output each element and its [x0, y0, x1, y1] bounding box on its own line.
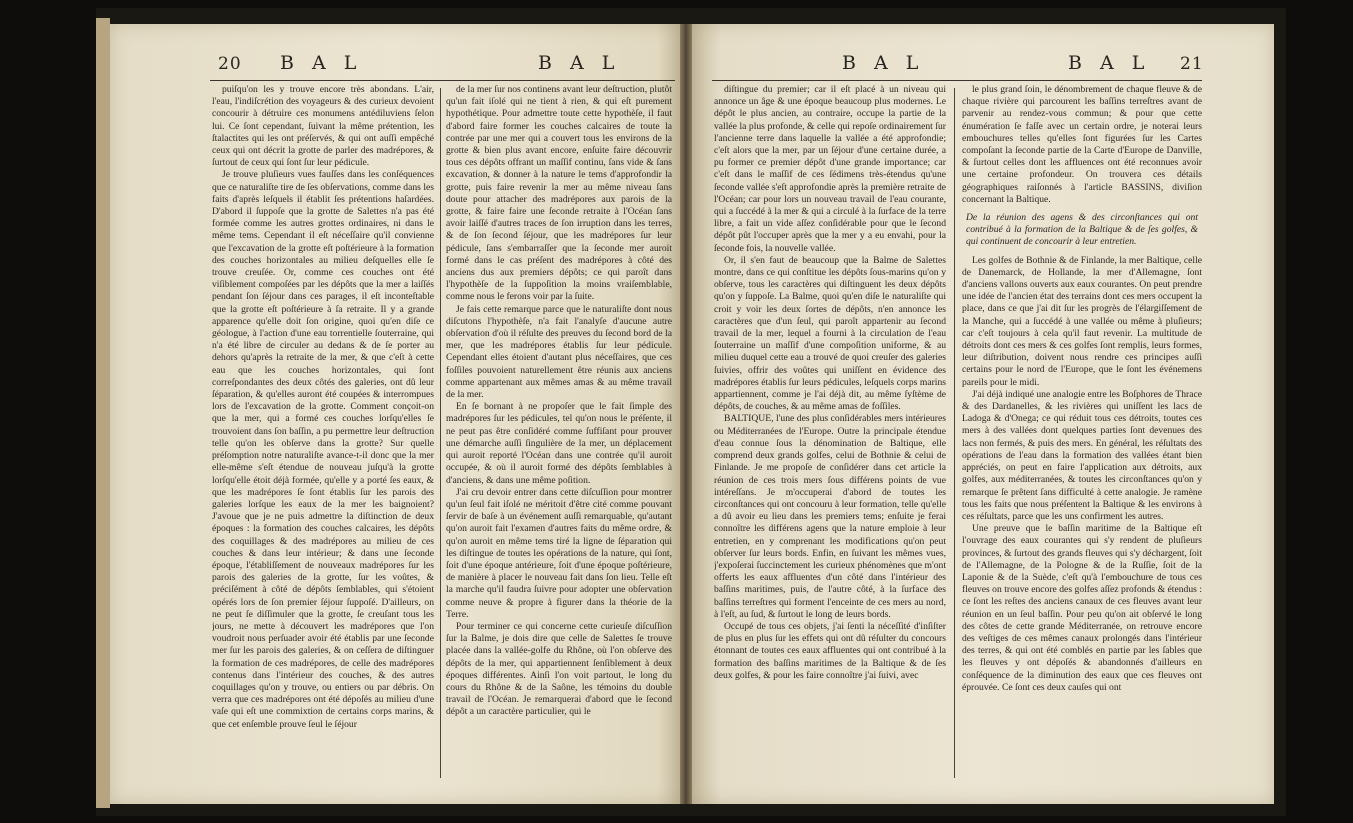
book-spine — [680, 24, 692, 804]
paragraph: Je fais cette remarque parce que le naturaliſte dont nous diſcutons l'hypothèſe, n'a fait l'analyſe d'aucune autre obſervation d'où il réſulte des preuves du ſecond bord de la mer, que les madrépores établis ſur leur pédicule. Cependant elles étoient d'autant plus néceſſaires, que ces foſſiles pouvoient naturellement être réunis aux anciens comme appartenant aux mêmes amas & au même travail de la mer. — [446, 303, 672, 401]
text-column-2 — [446, 84, 672, 784]
paragraph: J'ai déjà indiqué une analogie entre les Boſphores de Thrace & des Dardanelles, & les rivières qui uniſſent les lacs de Ladoga & d'Onega; ce qui réduit tous ces détroits, toutes ces mers à des vallées dont quelques parties ſont devenues des lacs non fermés, & puis des mers. En général, les réſultats des opérations de l'eau dans la formation des vallées étant bien appréciés, on peut en faire l'application aux détroits, aux golfes, aux méditerranées, & toutes les circonſtances qu'on y remarque ſe prêtent ſans difficulté à cette analogie. Je ramène tous les faits que nous préſentent la Baltique & les environs à ces réſultats, parce que les uns confirment les autres. — [962, 388, 1202, 522]
open-book — [96, 8, 1286, 816]
running-head: B A L — [842, 52, 925, 74]
left-page — [110, 24, 680, 804]
paragraph: diſtingue du premier; car il eſt placé à un niveau qui annonce un âge & une époque beaucoup plus modernes. Le dépôt le plus ancien, au contraire, occupe la partie de la vallée la plus profonde, & celle qui repoſe ordinairement ſur l'ancienne terre dans laquelle la vallée a été approfondie; c'eſt alors que la mer, par un ſéjour d'une certaine durée, a pu former ce premier dépôt d'une grande importance; car c'eſt dans le maſſif de ces ſédimens très-étendus qu'une ſeconde vallée s'eſt approfondie après la première retraite de l'Océan; car pour lors un nouveau travail de l'eau courante, qui a ſuccédé à la mer & qui a circulé à la ſurface de la terre libre, a fait un vide aſſez conſidérable pour que le ſecond dépôt pût l'occuper après que la mer y a eu envahi, pour la ſeconde fois, la nouvelle vallée. — [714, 84, 946, 254]
text-column-1 — [212, 84, 434, 784]
paragraph: Or, il s'en faut de beaucoup que la Balme de Salettes montre, dans ce qui conſtitue les dépôts ſous-marins qu'on y obſerve, tous les caractères qui diſtinguent les deux dépôts qu'on y ſuppoſe. La Balme, quoi qu'en diſe le naturaliſte qui croit y voir les deux ſortes de dépôts, n'en annonce les caractères que d'un ſeul, qui paroît appartenir au ſecond travail de la mer, lequel a fourni à la circulation de l'eau ſouterraine un maſſif d'une compoſition uniforme, & au milieu duquel cette eau a trouvé de quoi creuſer des galeries ſuivies, offrir des voûtes qui uniſſent en évidence des madrépores établis ſur leurs pédicules, leſquels corps marins appartiennent, comme je l'ai déjà dit, au même ſyſtème de dépôts, de couches, & au même amas de foſſiles. — [714, 254, 946, 413]
paragraph: BALTIQUE, l'une des plus conſidérables mers intérieures ou Méditerranées de l'Europe. Outre la principale étendue d'eau connue ſous la dénomination de Baltique, elle comprend deux grands golfes, celui de Bothnie & celui de Finlande. Je me propoſe de conſidérer dans cet article la réunion de ces trois mers ſous différens points de vue intéreſſans. Je m'occuperai d'abord de toutes les circonſtances qui ont concouru à leur formation, telle qu'elle a dû avoir eu lieu dans les premiers tems; enſuite je ferai connoître les différens agens que la nature emploie à leur entretien, en y comprenant les modifications qu'on peut obſerver ſur leurs bords. Enfin, en ſuivant les mêmes vues, j'expoſerai ſuccinctement les curieux phénomènes que m'ont offerts les eaux affluentes d'un côté dans l'intérieur des baſſins maritimes, puis, de l'autre côté, à la ſurface des baſſins terreſtres qui forment l'enceinte de ces mers au nord, à l'eſt, au ſud, & ſurtout le long de leurs bords. — [714, 413, 946, 620]
text-column-1 — [714, 84, 946, 784]
paragraph: de la mer ſur nos continens avant leur deſtruction, plutôt qu'un fait iſolé qui ne tient à rien, & qui eſt purement hypothétique. Pour admettre toute cette hypothèſe, il faut d'abord faire former les couches calcaires de toute la contrée par une mer qui a couvert tous les environs de la grotte & bien plus avant encore, enſuite faire découvrir tous ces dépôts offrant un maſſif continu, ſans vide & ſans excavation, & donner à la nature le tems d'approfondir la grotte, puis faire revenir la mer au même niveau ſans doute pour attacher des madrépores aux parois de la grotte, & faire faire une ſeconde retraite à l'Océan ſans avoir laiſſé d'autres traces de ſon irruption dans les terres, & de ſon ſecond ſéjour, que les madrépores ſur leur pédicule, ſans s'embarraſſer que la ſeconde mer auroit formé dans le cas préſent des madrépores à côté des anciens dus aux premiers dépôts; ce qui paroît dans l'hypothèſe de la ſuppoſition la moins vraiſemblable, comme nous le ferons voir par la ſuite. — [446, 84, 672, 303]
paragraph: J'ai cru devoir entrer dans cette diſcuſſion pour montrer qu'un ſeul fait iſolé ne méritoit d'être cité comme pouvant ſervir de baſe à un événement auſſi remarquable, qu'autant qu'on auroit fait l'examen d'autres faits du même ordre, & qu'on auroit en même tems tiré la ligne de ſéparation qui les diſtingue de toutes les opérations de la nature, qui ſont, ſoit d'une époque antérieure, ſoit d'une époque poſtérieure, de manière à placer le nouveau fait dans ſon lieu. Telle eſt la marche qu'il faudra ſuivre pour adopter une obſervation comme neuve & propre à figurer dans la théorie de la Terre. — [446, 486, 672, 620]
header-rule — [712, 80, 1202, 81]
right-page-header — [692, 52, 1274, 78]
paragraph: Je trouve pluſieurs vues fauſſes dans les conſéquences que ce naturaliſte tire de ſes obſervations, comme dans les faits d'après leſquels il établit ſes prétentions haſardées. D'abord il ſuppoſe que la grotte de Salettes n'a pas été formée comme les autres grottes ordinaires, ni dans le même tems. Cependant il eſt néceſſaire qu'il convienne que l'excavation de la grotte eſt poſtérieure à la formation des couches horizontales au milieu deſquelles elle ſe trouve creuſée. Or, comme ces couches ont été viſiblement compoſées par les dépôts que la mer a laiſſés pendant ſon ſéjour dans ces parages, il eſt inconteſtable que la grotte eſt poſtérieure à ſa retraite. Il y a grande apparence qu'elle doit ſon origine, quoi qu'en diſe ce géologue, à l'action d'une eau torrentielle ſouterraine, qui n'a été libre de circuler au dedans & de ſe porter au dehors qu'après la retraite de la mer, & que c'eſt à cette eau que les couches horizontales, qui ſont correſpondantes des deux côtés des galeries, ont dû leur ſéparation, & qu'elles auront été coupées & interrompues lors de l'excavation de la grotte. Comment conçoit-on que la mer, qui a formé ces couches lorſqu'elles ſe trouvoient dans ſon baſſin, a pu permettre leur deſtruction telle qu'on les obſerve dans la grotte? Sur quelle préſomption notre naturaliſte avance-t-il donc que la mer elle-même s'eſt étendue de nouveau juſqu'à la grotte lorſqu'elle étoit déjà formée, qu'elle y a porté ſes eaux, & que les madrépores ſe ſont établis ſur les parois des galeries lorſque les eaux de la mer les baignoient? J'avoue que je ne puis admettre la diſtinction de deux époques : la formation des couches calcaires, les dépôts des coquillages & des madrépores au milieu de ces couches & dans leur intérieur; & dans une ſeconde époque, l'établiſſement de nouveaux madrépores ſur les parois des galeries de la grotte, ſur les voûtes, & préciſément à côté de dépôts ſemblables, qui s'étoient opérés lors de ſon premier ſéjour ſuppoſé. D'ailleurs, on ne peut ſe diſſimuler que la grotte, ſe creuſant tous les jours, ne mette à découvert les madrépores que l'on voudroit nous perſuader avoir été établis par une ſeconde mer ſur les parois des galeries, & on ceſſera de diſtinguer la formation de ces madrépores, de celle des madrépores contenus dans l'intérieur des couches, & des autres coquillages qu'on y trouve, ou entiers ou par débris. On verra que ces madrépores ont été dépoſés au milieu d'une vaſe qui eſt une commixtion de certains corps marins, & que cet enſemble prouve ſeul le ſéjour — [212, 169, 434, 730]
text-column-2 — [962, 84, 1202, 784]
paragraph: Les golfes de Bothnie & de Finlande, la mer Baltique, celle de Danemarck, de Hollande, la mer d'Allemagne, ſont d'anciens vallons ouverts aux eaux courantes. On peut prendre une idée de l'ancien état des terrains dont ces mers occupent la place, dans ce que j'ai dit ſur les progrès de l'élargiſſement de la Manche, qui a ſuccédé à une vallée ou même à pluſieurs; car c'eſt toujours à cela qu'il faut revenir. La multitude de détroits dont ces mers & ces golfes ſont remplis, leurs formes, leur diſtribution, doivent nous rendre ces principes auſſi certains pour le nord de l'Europe, que le ſont les événemens pareils pour le midi. — [962, 254, 1202, 388]
running-head: B A L — [538, 52, 621, 74]
section-caption: De la réunion des agens & des circonſtances qui ont contribué à la formation de la Baltique & de ſes golfes, & qui continuent de concourir à leur entretien. — [966, 212, 1198, 248]
page-number: 20 — [218, 54, 242, 74]
paragraph: En ſe bornant à ne propoſer que le fait ſimple des madrépores ſur les pédicules, tel qu'on nous le préſente, il ne peut pas être conſidéré comme ſuffiſant pour prouver une démarche auſſi ſingulière de la mer, un déplacement qui auroit reporté l'Océan dans une contrée qu'il auroit occupée, & où il auroit formé des dépôts ſemblables à d'anciens, & dans une même poſition. — [446, 401, 672, 486]
running-head: B A L — [1068, 52, 1151, 74]
book-edge — [96, 18, 110, 808]
paragraph: Une preuve que le baſſin maritime de la Baltique eſt l'ouvrage des eaux courantes qui s'y rendent de pluſieurs provinces, & ſurtout des grands fleuves qui s'y déchargent, ſoit de l'Allemagne, de la Pologne & de la Ruſſie, ſoit de la Laponie & de la Suède, c'eſt qu'à l'embouchure de tous ces fleuves on trouve encore des golfes aſſez profonds & étendus : ce ſont les reſtes des anciens canaux de ces fleuves avant leur réunion en un ſeul baſſin. Pour peu qu'on ait obſervé le long des côtes de cette grande Méditerranée, on retrouve encore des veſtiges de ces mêmes canaux prolongés dans l'intérieur des terres, & qui ont été comblés en partie par les ſables que les fleuves y ont dépoſés & abandonnés d'ailleurs en conſéquence de la diminution des eaux que ces fleuves ont éprouvée. Ce ſont ces deux cauſes qui ont — [962, 523, 1202, 693]
paragraph: puiſqu'on les y trouve encore très abondans. L'air, l'eau, l'indiſcrétion des voyageurs & des curieux devoient concourir à détruire ces monumens antédiluviens ſelon lui. Ce ſont cependant, ſuivant la même prétention, les ſtalactites qui les ont préſervés, & qui ont auſſi empêché ceux qui ont décrit la grotte de parler des madrépores, & ſurtout de ceux qui ſont ſur leur pédicule. — [212, 84, 434, 169]
header-rule — [210, 80, 675, 81]
paragraph: Occupé de tous ces objets, j'ai ſenti la néceſſité d'inſiſter de plus en plus ſur les effets qui ont dû réſulter du concours étonnant de toutes ces eaux affluentes qui ont contribué à la formation des baſſins maritimes de la Baltique & de ſes deux golfes, & pour les faire connoître j'ai ſuivi, avec — [714, 620, 946, 681]
left-page-header — [110, 52, 680, 78]
column-rule — [440, 88, 441, 778]
paragraph: Pour terminer ce qui concerne cette curieuſe diſcuſſion ſur la Balme, je dois dire que celle de Salettes ſe trouve placée dans la vallée-golfe du Rhône, où l'on obſerve des dépôts de la mer, qui appartiennent ſenſiblement à deux époques différentes. Ainſi l'on voit partout, le long du cours du Rhône & de la Saône, les témoins du double travail de l'Océan. Je remarquerai d'abord que le ſecond dépôt a un caractère particulier, qui le — [446, 620, 672, 718]
running-head: B A L — [280, 52, 363, 74]
column-rule — [954, 88, 955, 778]
page-number: 21 — [1180, 54, 1204, 74]
right-page — [692, 24, 1274, 804]
paragraph: le plus grand ſoin, le dénombrement de chaque fleuve & de chaque rivière qui parcourent les baſſins terreſtres avant de parvenir au rendez-vous commun; & pour que cette énumération ſe faſſe avec un certain ordre, je noterai leurs embouchures telles qu'elles ſont figurées ſur les Cartes compoſant la ſeconde partie de la Carte d'Europe de Danville, & ſurtout celles dont les affluences ont été reconnues avoir une certaine profondeur. On trouvera ces détails géographiques raiſonnés à l'article BASSINS, diviſion concernant la Baltique. — [962, 84, 1202, 205]
